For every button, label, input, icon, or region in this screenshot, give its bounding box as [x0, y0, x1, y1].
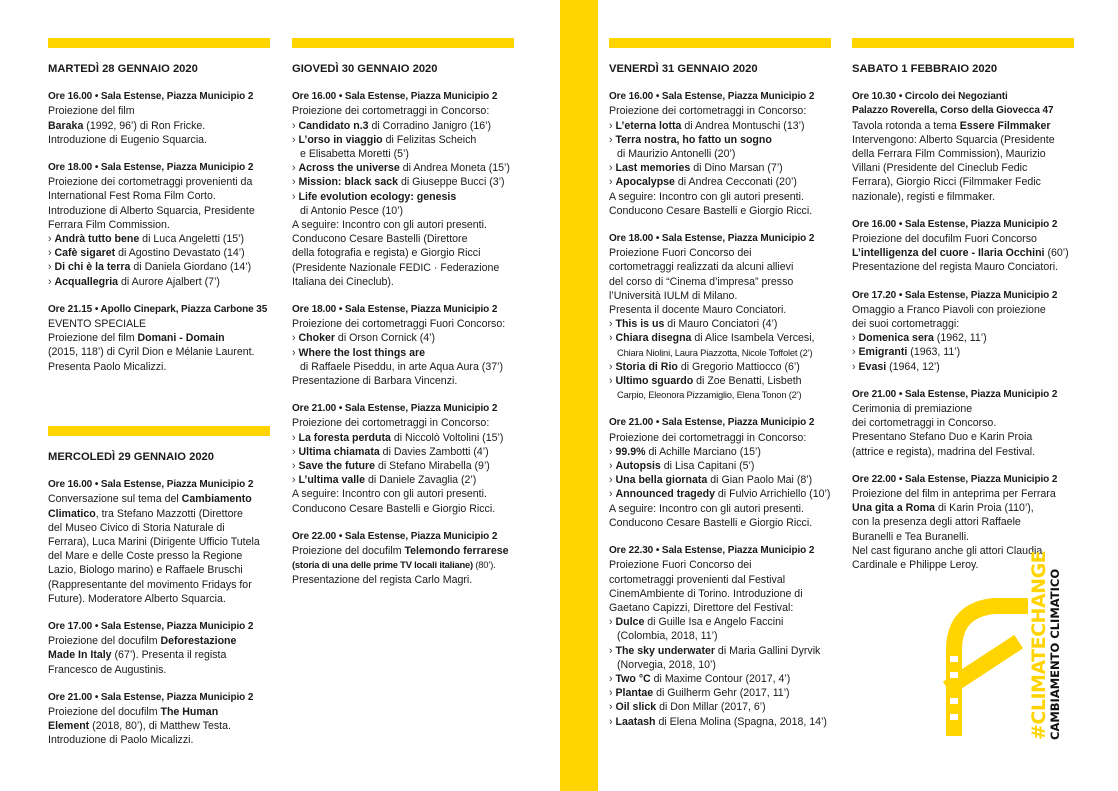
list-item: › L’eterna lotta di Andrea Montuschi (13’) — [609, 119, 805, 132]
event-text: Gaetano Capizzi, Direttore del Festival: — [609, 601, 794, 614]
list-item: › This is us di Mauro Conciatori (4’) — [609, 318, 778, 331]
event-text: International Fest Roma Film Corto. — [48, 190, 216, 203]
film-title: Announced tragedy — [615, 488, 715, 501]
event-time: Ore 18.00 • Sala Estense, Piazza Municipio 2 — [609, 233, 815, 245]
event-text: Proiezione dei cortometraggi in Concorso: — [292, 105, 490, 118]
film-title: Last memories — [615, 162, 691, 175]
event-text: del Museo Civico di Storia Naturale di — [48, 521, 225, 534]
event-text: Introduzione di Paolo Micalizzi. — [48, 734, 194, 747]
event-text: e Elisabetta Moretti (5’) — [300, 148, 409, 161]
column-thursday — [292, 38, 514, 601]
list-item: › Terra nostra, ho fatto un sogno — [609, 133, 772, 146]
event-time: Ore 16.00 • Sala Estense, Piazza Municipio 2 — [292, 91, 498, 103]
film-title: L’orso in viaggio — [298, 133, 383, 146]
event-block — [852, 90, 1074, 204]
column-tuesday-wednesday — [48, 38, 270, 388]
event-text: L’intelligenza del cuore - Ilaria Occhini (60’) — [852, 247, 1069, 260]
list-item: › Life evolution ecology: genesis — [292, 190, 457, 203]
list-item: › Domenica sera (1962, 11’) — [852, 332, 987, 345]
event-block — [609, 544, 831, 729]
event-text: Tavola rotonda a tema Essere Filmmaker — [852, 119, 1051, 132]
event-text: Intervengono: Alberto Squarcia (Presidente — [852, 133, 1055, 146]
list-item: › Choker di Orson Cornick (4’) — [292, 332, 436, 345]
event-text: (Colombia, 2018, 11’) — [617, 630, 718, 643]
film-title: L’intelligenza del cuore - Ilaria Occhini — [852, 247, 1045, 260]
event-text: A seguire: Incontro con gli autori presenti. — [609, 502, 804, 515]
event-time: Ore 22.30 • Sala Estense, Piazza Municipio 2 — [609, 545, 815, 557]
list-item: › Plantae di Guilherm Gehr (2017, 11’) — [609, 687, 790, 700]
film-title: L’ultima valle — [298, 474, 366, 487]
film-title: (storia di una delle prime TV locali italiane) — [292, 559, 473, 571]
list-item: › Emigranti (1963, 11’) — [852, 346, 961, 359]
list-item: › Across the universe di Andrea Moneta (15’) — [292, 162, 510, 175]
event-text: Lazio, Biologo marino) e Raffaele Bruschi — [48, 564, 243, 577]
event-text: Made In Italy (67’). Presenta il regista — [48, 649, 227, 662]
film-title: Baraka — [48, 119, 84, 132]
film-title: Telemondo ferrarese — [404, 545, 509, 558]
event-time: Ore 16.00 • Sala Estense, Piazza Municipio 2 — [48, 91, 254, 103]
event-text: Nel cast figurano anche gli attori Claudia — [852, 544, 1043, 557]
event-text: A seguire: Incontro con gli autori presenti. — [292, 488, 487, 501]
event-text: dei suoi cortometraggi: — [852, 318, 960, 331]
yellow-divider — [48, 38, 270, 48]
event-time: Ore 18.00 • Sala Estense, Piazza Municipio 2 — [48, 162, 254, 174]
yellow-divider — [609, 38, 831, 48]
film-title: Deforestazione — [160, 635, 237, 648]
event-block — [609, 416, 831, 530]
list-item: › Andrà tutto bene di Luca Angeletti (15’) — [48, 233, 245, 246]
film-title: Terra nostra, ho fatto un sogno — [615, 133, 772, 146]
event-text: Carpio, Eleonora Pizzamiglio, Elena Tonon (2’) — [617, 389, 802, 401]
event-text: Element (2018, 80’), di Matthew Testa. — [48, 720, 231, 733]
list-item: › The sky underwater di Maria Gallini Dyrvik — [609, 644, 821, 657]
event-time: Ore 17.00 • Sala Estense, Piazza Municipio 2 — [48, 621, 254, 633]
event-text: Introduzione di Eugenio Squarcia. — [48, 133, 208, 146]
event-block — [292, 303, 514, 388]
logo-subtitle: CAMBIAMENTO CLIMATICO — [1048, 568, 1062, 740]
event-block — [48, 691, 270, 748]
event-text: (Norvegia, 2018, 10’) — [617, 658, 716, 671]
logo-text — [1028, 551, 1062, 740]
list-item: › Save the future di Stefano Mirabella (9’) — [292, 460, 490, 473]
event-text: Presentazione del regista Mauro Conciatori. — [852, 261, 1059, 274]
event-text: CinemAmbiente di Torino. Introduzione di — [609, 587, 803, 600]
event-block — [292, 90, 514, 289]
list-item: › Laatash di Elena Molina (Spagna, 2018, 14’) — [609, 715, 827, 728]
event-block — [292, 530, 514, 587]
list-item: › Two °C di Maxime Contour (2017, 4’) — [609, 672, 791, 685]
film-title: Dulce — [615, 616, 645, 629]
event-text: Proiezione Fuori Concorso dei — [609, 247, 752, 260]
event-text: Conducono Cesare Bastelli (Direttore — [292, 233, 468, 246]
list-item: › Autopsis di Lisa Capitani (5’) — [609, 460, 755, 473]
day-heading: GIOVEDÌ 30 GENNAIO 2020 — [292, 63, 438, 75]
topic-title: Cambiamento — [181, 493, 252, 506]
event-text: Chiara Niolini, Laura Piazzotta, Nicole Toffolet (2’) — [617, 346, 813, 358]
event-text: Buranelli e Tea Buranelli. — [852, 530, 969, 543]
day-heading: SABATO 1 FEBBRAIO 2020 — [852, 63, 998, 75]
film-title: Ultima chiamata — [298, 445, 380, 458]
event-text: Baraka (1992, 96’) di Ron Fricke. — [48, 119, 206, 132]
list-item: › Announced tragedy di Fulvio Arrichiello (10’) — [609, 488, 831, 501]
film-title: Una gita a Roma — [852, 502, 936, 515]
event-text: Proiezione dei cortometraggi in Concorso: — [292, 417, 490, 430]
event-text: Climatico, tra Stefano Mazzotti (Direttore — [48, 507, 243, 520]
event-text: (Rappresentante del movimento Fridays for — [48, 578, 252, 591]
film-title: Made In Italy — [48, 649, 112, 662]
film-title: Two °C — [615, 672, 651, 685]
event-text: (2015, 118’) di Cyril Dion e Mélanie Laurent. — [48, 346, 255, 359]
film-title: Save the future — [298, 460, 376, 473]
list-item: › Una bella giornata di Gian Paolo Mai (8’) — [609, 474, 813, 487]
film-title: Cafè sigaret — [54, 247, 116, 260]
list-item: › Evasi (1964, 12’) — [852, 360, 940, 373]
event-time: Ore 21.00 • Sala Estense, Piazza Municipio 2 — [48, 691, 254, 703]
event-text: Proiezione del film Domani - Domain — [48, 332, 225, 345]
event-text: Presenta il docente Mauro Conciatori. — [609, 304, 787, 317]
film-title: Domani - Domain — [137, 332, 225, 345]
event-text: della fotografia e regista) e Giorgio Ricci — [292, 247, 481, 260]
day-heading: MARTEDÌ 28 GENNAIO 2020 — [48, 63, 198, 75]
event-time: Ore 16.00 • Sala Estense, Piazza Municipio 2 — [48, 479, 254, 491]
event-text: (storia di una delle prime TV locali italiane) (80’). — [292, 559, 496, 571]
event-text: cortometraggi provenienti dal Festival — [609, 573, 786, 586]
yellow-divider — [48, 426, 270, 436]
event-text: Proiezione dei cortometraggi provenienti da — [48, 176, 253, 189]
event-text: Cerimonia di premiazione — [852, 403, 973, 416]
event-block — [48, 303, 270, 374]
climate-change-logo-icon — [940, 588, 1030, 738]
film-title: Life evolution ecology: genesis — [298, 190, 457, 203]
event-text: Proiezione del film — [48, 105, 135, 118]
list-item: › Last memories di Dino Marsan (7’) — [609, 162, 783, 175]
day-heading: MERCOLEDÌ 29 GENNAIO 2020 — [48, 451, 214, 463]
event-text: Conducono Cesare Bastelli e Giorgio Ricci. — [609, 516, 813, 529]
film-title: Where the lost things are — [298, 346, 426, 359]
list-item: › Di chi è la terra di Daniela Giordano (14’) — [48, 261, 252, 274]
film-title: Una bella giornata — [615, 474, 708, 487]
list-item: › Oil slick di Don Millar (2017, 6’) — [609, 701, 766, 714]
event-text: Proiezione del docufilm Fuori Concorso — [852, 233, 1037, 246]
event-time: Ore 18.00 • Sala Estense, Piazza Municipio 2 — [292, 304, 498, 316]
list-item: › 99.9% di Achille Marciano (15’) — [609, 445, 761, 458]
event-block — [609, 90, 831, 218]
film-title: Di chi è la terra — [54, 261, 131, 274]
list-item: › Ultimo sguardo di Zoe Benatti, Lisbeth — [609, 375, 802, 388]
event-block — [292, 402, 514, 516]
film-title: Mission: black sack — [298, 176, 398, 189]
event-text: Italiana dei Cineclub). — [292, 275, 394, 288]
event-text: della Ferrara Film Commission), Maurizio — [852, 148, 1046, 161]
event-time: Ore 16.00 • Sala Estense, Piazza Municipio 2 — [609, 91, 815, 103]
film-title: The sky underwater — [615, 644, 715, 657]
event-text: Cardinale e Philippe Leroy. — [852, 559, 979, 572]
event-time: Ore 21.00 • Sala Estense, Piazza Municipio 2 — [292, 403, 498, 415]
list-item: › Candidato n.3 di Corradino Janigro (16’) — [292, 119, 492, 132]
list-item: › Mission: black sack di Giuseppe Bucci (3’) — [292, 176, 505, 189]
list-item: › Acquallegria di Aurore Ajalbert (7’) — [48, 275, 220, 288]
event-block — [852, 289, 1074, 374]
film-title: Emigranti — [858, 346, 908, 359]
list-item: › Dulce di Guille Isa e Angelo Faccini — [609, 616, 784, 629]
day-heading: VENERDÌ 31 GENNAIO 2020 — [609, 63, 758, 75]
event-text: di Raffaele Piseddu, in arte Aqua Aura (37’) — [300, 360, 503, 373]
film-title: The Human — [160, 706, 219, 719]
event-text: Presentazione di Barbara Vincenzi. — [292, 375, 458, 388]
event-text: Conversazione sul tema del Cambiamento — [48, 493, 252, 506]
event-block — [48, 161, 270, 289]
film-title: Acquallegria — [54, 275, 119, 288]
film-title: Plantae — [615, 687, 654, 700]
film-title: Oil slick — [615, 701, 657, 714]
event-block — [852, 218, 1074, 275]
event-text: del corso di “Cinema d’impresa” presso — [609, 275, 794, 288]
event-text: Proiezione dei cortometraggi in Concorso: — [609, 431, 807, 444]
film-title: Andrà tutto bene — [54, 233, 140, 246]
event-time: Ore 22.00 • Sala Estense, Piazza Municipio 2 — [852, 473, 1058, 485]
event-text: Proiezione dei cortometraggi in Concorso: — [609, 105, 807, 118]
event-text: nazionale), registi e filmmaker. — [852, 190, 996, 203]
event-text: cortometraggi realizzati da alcuni allievi — [609, 261, 794, 274]
film-title: Autopsis — [615, 460, 661, 473]
event-time: Ore 22.00 • Sala Estense, Piazza Municipio 2 — [292, 530, 498, 542]
topic-title: Climatico — [48, 507, 96, 520]
event-text: Ferrara), Giorgio Ricci (Filmmaker Fedic — [852, 176, 1041, 189]
event-block — [852, 388, 1074, 459]
event-block — [609, 232, 831, 402]
film-title: Choker — [298, 332, 335, 345]
film-title: La foresta perduta — [298, 431, 391, 444]
column-friday — [609, 38, 831, 743]
event-text: Ferrara Film Commission. — [48, 218, 170, 231]
event-text: Ferrara), Luca Marini (Dirigente Ufficio Tutela — [48, 536, 260, 549]
event-title: Essere Filmmaker — [959, 119, 1051, 132]
event-text: Proiezione del docufilm Telemondo ferrarese — [292, 545, 509, 558]
column-saturday — [852, 38, 1074, 586]
event-text: con la presenza degli attori Raffaele — [852, 516, 1021, 529]
film-title: Chiara disegna — [615, 332, 692, 345]
event-time: Ore 21.15 • Apollo Cinepark, Piazza Carbone 35 — [48, 303, 268, 315]
event-text: Presenta Paolo Micalizzi. — [48, 360, 167, 373]
event-text: di Antonio Pesce (10’) — [300, 204, 404, 217]
yellow-divider — [852, 38, 1074, 48]
event-block — [48, 90, 270, 147]
film-title: Storia di Rio — [615, 360, 678, 373]
list-item: › La foresta perduta di Niccolò Voltolini (15’) — [292, 431, 504, 444]
event-text: (attrice e regista), madrina del Festival. — [852, 445, 1036, 458]
list-item: › Ultima chiamata di Davies Zambotti (4’) — [292, 445, 489, 458]
list-item: › Where the lost things are — [292, 346, 426, 359]
list-item: › L’ultima valle di Daniele Zavaglia (2’) — [292, 474, 477, 487]
list-item: › Cafè sigaret di Agostino Devastato (14’) — [48, 247, 245, 260]
column-wednesday — [48, 426, 270, 762]
event-text: Proiezione del docufilm The Human — [48, 706, 219, 719]
event-time: Ore 21.00 • Sala Estense, Piazza Municipio 2 — [852, 388, 1058, 400]
film-title: This is us — [615, 318, 665, 331]
list-item: › Storia di Rio di Gregorio Mattiocco (6’) — [609, 360, 800, 373]
film-title: Laatash — [615, 715, 656, 728]
event-block — [48, 620, 270, 677]
event-text: Introduzione di Alberto Squarcia, Presidente — [48, 204, 255, 217]
film-title: Ultimo sguardo — [615, 375, 694, 388]
event-text: Proiezione del film in anteprima per Ferrara — [852, 488, 1056, 501]
event-text: dei cortometraggi in Concorso. — [852, 417, 997, 430]
event-text: (Presidente Nazionale FEDIC · Federazione — [292, 261, 500, 274]
event-text: Future). Moderatore Alberto Squarcia. — [48, 592, 226, 605]
film-title: Apocalypse — [615, 176, 675, 189]
event-text: EVENTO SPECIALE — [48, 318, 147, 331]
event-text: Una gita a Roma di Karin Proia (110’), — [852, 502, 1034, 515]
yellow-divider — [292, 38, 514, 48]
list-item: › Apocalypse di Andrea Cecconati (20’) — [609, 176, 797, 189]
event-text: Presentano Stefano Duo e Karin Proia — [852, 431, 1033, 444]
event-time: Ore 21.00 • Sala Estense, Piazza Municipio 2 — [609, 417, 815, 429]
film-title: Across the universe — [298, 162, 400, 175]
film-title: L’eterna lotta — [615, 119, 682, 132]
event-text: A seguire: Incontro con gli autori presenti. — [292, 219, 487, 232]
event-venue: Palazzo Roverella, Corso della Giovecca 47 — [852, 105, 1054, 117]
event-time: Ore 16.00 • Sala Estense, Piazza Municipio 2 — [852, 218, 1058, 230]
film-title: Element — [48, 720, 90, 733]
hashtag-text: #CLIMATECHANGE — [1028, 550, 1050, 740]
event-text: Proiezione dei cortometraggi Fuori Concorso: — [292, 318, 506, 331]
event-time: Ore 10.30 • Circolo dei Negozianti — [852, 91, 1008, 103]
film-title: Evasi — [858, 360, 887, 373]
event-text: del Mare e delle Coste presso la Regione — [48, 550, 243, 563]
event-text: di Maurizio Antonelli (20’) — [617, 148, 736, 161]
film-title: Candidato n.3 — [298, 119, 369, 132]
event-text: Presentazione del regista Carlo Magri. — [292, 573, 473, 586]
event-text: A seguire: Incontro con gli autori presenti. — [609, 190, 804, 203]
event-text: Proiezione Fuori Concorso dei — [609, 559, 752, 572]
event-text: Francesco de Augustinis. — [48, 663, 167, 676]
event-time: Ore 17.20 • Sala Estense, Piazza Municipio 2 — [852, 289, 1058, 301]
center-fold-band — [560, 0, 598, 791]
film-title: 99.9% — [615, 445, 646, 458]
event-text: l’Università IULM di Milano. — [609, 289, 738, 302]
event-text: Proiezione del docufilm Deforestazione — [48, 635, 237, 648]
film-title: Domenica sera — [858, 332, 934, 345]
event-text: Villani (Presidente del Cineclub Fedic — [852, 162, 1028, 175]
list-item: › L’orso in viaggio di Felizitas Scheich — [292, 133, 477, 146]
event-text: Conducono Cesare Bastelli e Giorgio Ricci. — [292, 502, 496, 515]
event-block — [48, 478, 270, 606]
event-text: Omaggio a Franco Piavoli con proiezione — [852, 303, 1046, 316]
event-text: Conducono Cesare Bastelli e Giorgio Ricci. — [609, 204, 813, 217]
list-item: › Chiara disegna di Alice Isambela Vercesi, — [609, 332, 815, 345]
